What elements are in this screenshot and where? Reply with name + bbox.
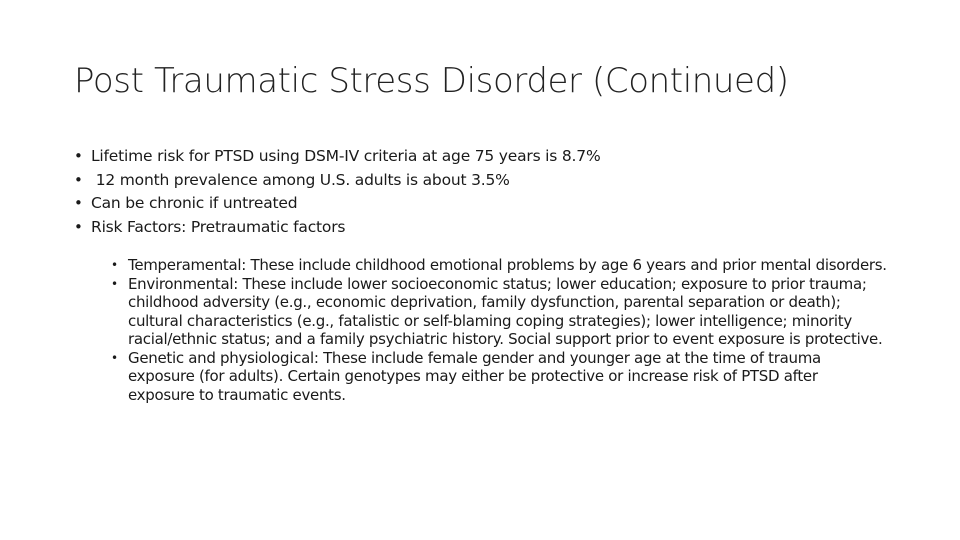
- sub-bullet-icon: •: [111, 258, 118, 272]
- bullet-text: 12 month prevalence among U.S. adults is about 3.5%: [91, 170, 510, 189]
- bullet-text: Risk Factors: Pretraumatic factors: [91, 217, 346, 236]
- sub-bullet-text: Genetic and physiological: These include female gender and younger age at the time of trauma exposure (for adults). Certain genotypes may either be protective or increase risk of PTSD after exposure to traumatic events.: [128, 348, 821, 404]
- bullet-item: [74, 216, 904, 240]
- sub-bullet-list: [74, 256, 888, 404]
- bullet-item: [74, 169, 904, 193]
- sub-bullet-item: [74, 349, 888, 405]
- bullet-icon: •: [74, 147, 83, 165]
- bullet-icon: •: [74, 217, 83, 236]
- slide-title: Post Traumatic Stress Disorder (Continued): [74, 61, 789, 101]
- sub-bullet-item: [74, 256, 888, 275]
- sub-bullet-text: Temperamental: These include childhood emotional problems by age 6 years and prior mental disorders.: [128, 256, 887, 274]
- sub-bullet-icon: •: [111, 350, 118, 365]
- bullet-list: [74, 145, 904, 239]
- bullet-item: [74, 145, 904, 169]
- sub-bullet-text: Environmental: These include lower socioeconomic status; lower education; exposure to prior trauma; childhood adversity (e.g., economic deprivation, family dysfunction, parental separation or death); cultural characteristics (e.g., fatalistic or self-blaming coping strategies); lower intelligence; minority racial/ethnic status; and a family psychiatric history. Social support prior to event exposure is protective.: [128, 274, 883, 348]
- bullet-icon: •: [74, 170, 83, 189]
- bullet-item: [74, 192, 904, 216]
- sub-bullet-icon: •: [111, 276, 118, 291]
- bullet-text: Lifetime risk for PTSD using DSM-IV criteria at age 75 years is 8.7%: [91, 147, 601, 165]
- bullet-icon: •: [74, 194, 83, 212]
- bullet-text: Can be chronic if untreated: [91, 194, 298, 212]
- sub-bullet-item: [74, 275, 888, 349]
